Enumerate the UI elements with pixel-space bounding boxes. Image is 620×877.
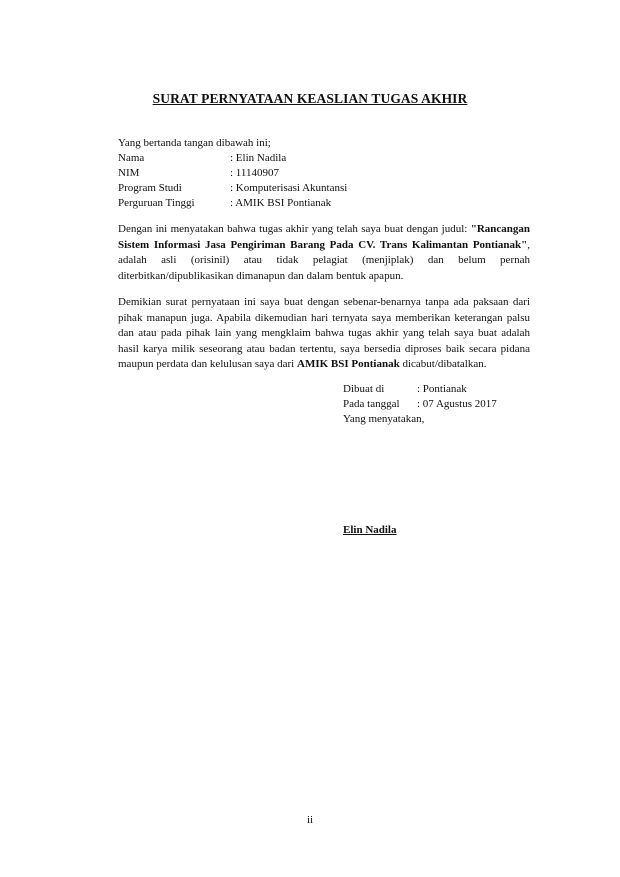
declaration-rest: dicabut/dibatalkan. <box>402 358 487 370</box>
signer-name: Elin Nadila <box>343 524 397 536</box>
thesis-title: "Rancangan Sistem Informasi Jasa Pengiriman Barang Pada CV. Trans Kalimantan Pontianak" <box>118 223 531 251</box>
date-label: Pada tanggal <box>343 398 400 410</box>
statement-paragraph <box>118 222 530 284</box>
identity-value: : Elin Nadila <box>230 152 287 164</box>
declaration-paragraph <box>118 295 530 373</box>
signature-closing: Yang menyatakan, <box>343 413 425 425</box>
identity-table <box>118 151 347 211</box>
institution-name: AMIK BSI Pontianak <box>297 358 400 370</box>
identity-row-name <box>118 151 347 166</box>
page-number: ii <box>306 814 314 826</box>
identity-value: : AMIK BSI Pontianak <box>230 197 332 209</box>
identity-row-program <box>118 181 347 196</box>
identity-label: Perguruan Tinggi <box>118 197 195 209</box>
signature-block <box>343 382 497 427</box>
signature-place-row <box>343 382 497 397</box>
identity-label: NIM <box>118 167 140 179</box>
document-title: SURAT PERNYATAAN KEASLIAN TUGAS AKHIR <box>152 91 468 106</box>
identity-row-institution <box>118 196 347 211</box>
intro-text: Yang bertanda tangan dibawah ini; <box>118 137 271 149</box>
identity-value: : Komputerisasi Akuntansi <box>230 182 348 194</box>
identity-row-nim <box>118 166 347 181</box>
signature-date-row <box>343 397 497 412</box>
identity-value: : 11140907 <box>230 167 279 179</box>
place-value: : Pontianak <box>417 383 467 395</box>
statement-rest: , adalah asli (orisinil) atau tidak pelagiat (menjiplak) dan belum pernah diterbitkan/dipublikasikan dimanapun dan dalam bentuk apapun. <box>118 238 530 282</box>
identity-label: Program Studi <box>118 182 182 194</box>
declaration-lead: Demikian surat pernyataan ini saya buat dengan sebenar-benarnya tanpa ada paksaan dari pihak manapun juga. Apabila dikemudian hari ternyata saya memberikan keterangan palsu dan atau pada pihak lain yang mengklaim bahwa tugas akhir yang telah saya buat adalah hasil karya milik seseorang atau badan tertentu, saya bersedia diproses baik secara pidana maupun perdata dan kelulusan saya dari <box>118 296 530 370</box>
statement-lead: Dengan ini menyatakan bahwa tugas akhir yang telah saya buat dengan judul: <box>118 223 468 235</box>
date-value: : 07 Agustus 2017 <box>417 398 497 410</box>
identity-label: Nama <box>118 152 145 164</box>
place-label: Dibuat di <box>343 383 385 395</box>
